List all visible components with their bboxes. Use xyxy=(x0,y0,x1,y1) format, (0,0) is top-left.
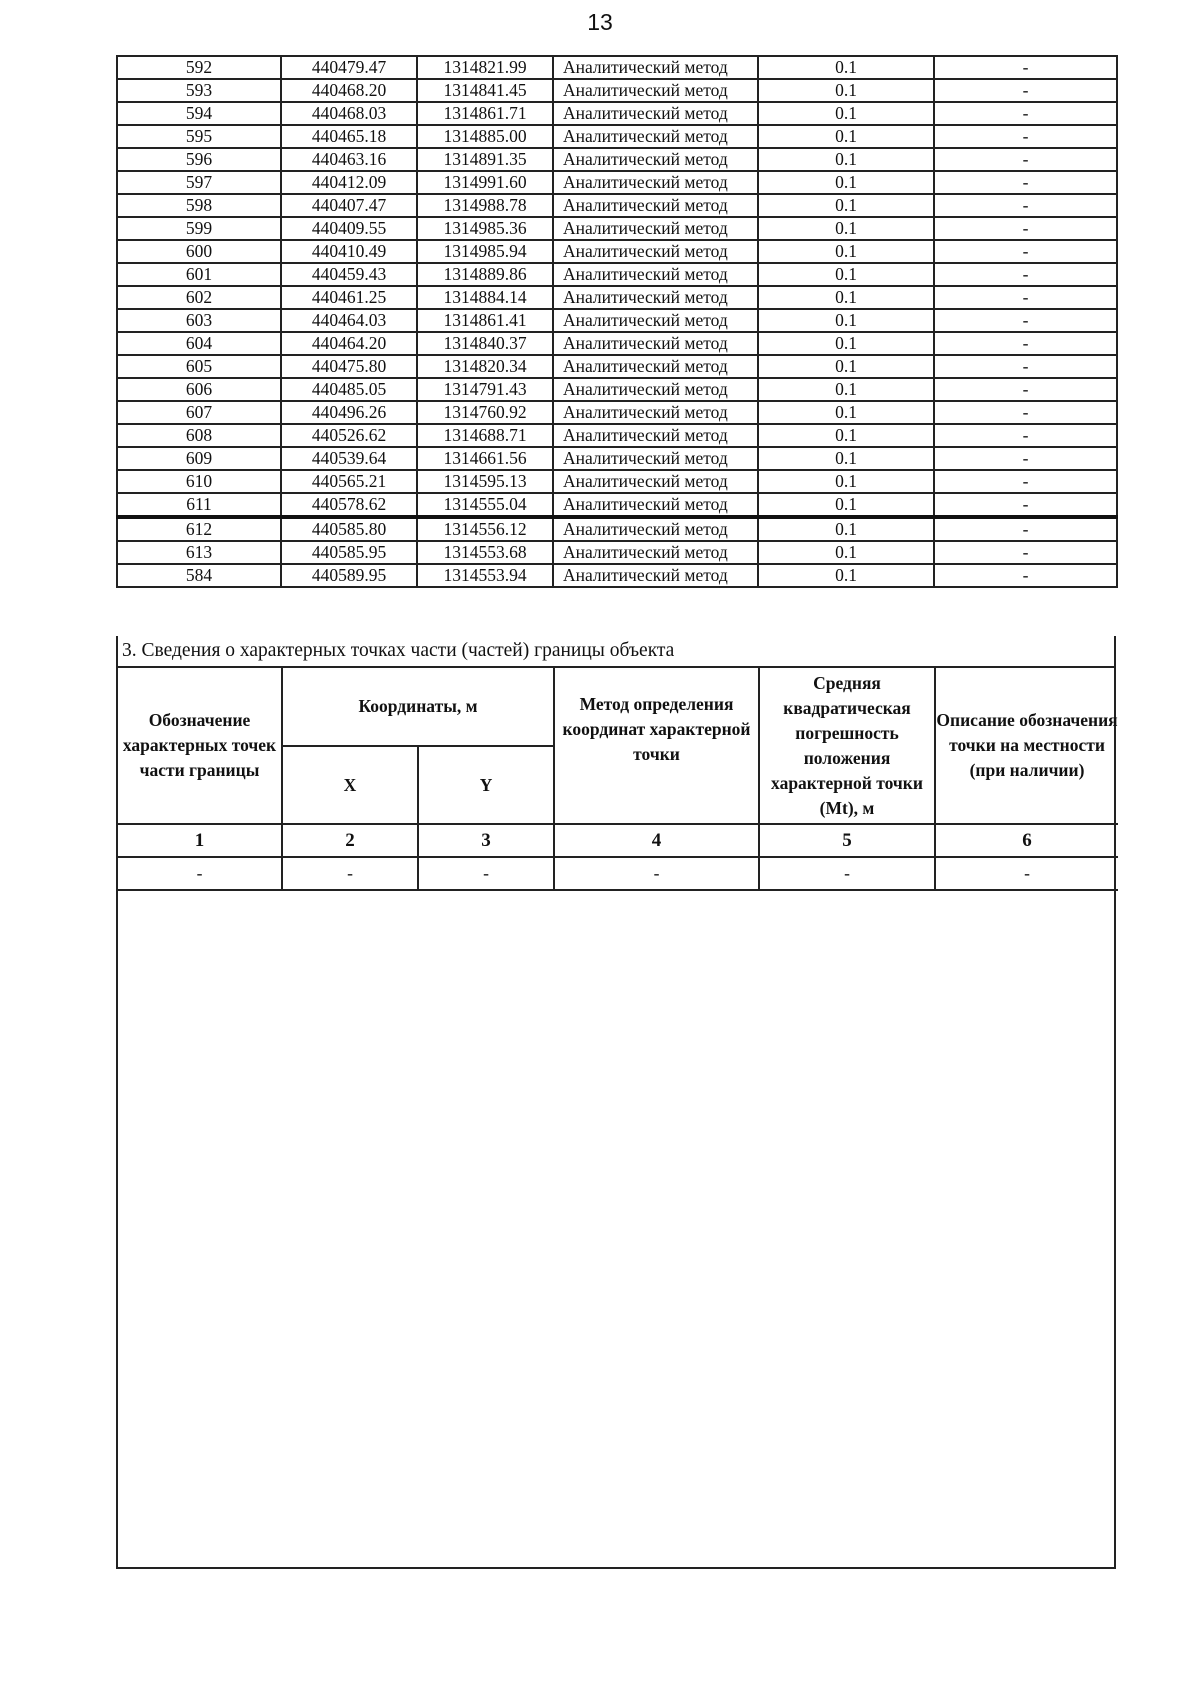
point-number-cell: 593 xyxy=(117,79,281,102)
method-cell: Аналитический метод xyxy=(553,424,758,447)
page-number: 13 xyxy=(587,9,613,35)
method-cell: Аналитический метод xyxy=(553,56,758,79)
table-row xyxy=(117,401,1117,424)
error-cell: 0.1 xyxy=(758,517,934,541)
point-number-cell: 610 xyxy=(117,470,281,493)
y-coordinate-cell: 1314760.92 xyxy=(417,401,553,424)
y-coordinate-cell: 1314985.94 xyxy=(417,240,553,263)
description-cell: - xyxy=(934,447,1117,470)
table-row xyxy=(117,171,1117,194)
table-row xyxy=(117,125,1117,148)
table-cell: - xyxy=(118,857,282,890)
table-row xyxy=(117,355,1117,378)
description-cell: - xyxy=(934,79,1117,102)
point-number-cell: 596 xyxy=(117,148,281,171)
method-cell: Аналитический метод xyxy=(553,263,758,286)
y-coordinate-cell: 1314595.13 xyxy=(417,470,553,493)
method-cell: Аналитический метод xyxy=(553,240,758,263)
point-number-cell: 598 xyxy=(117,194,281,217)
table-row xyxy=(117,309,1117,332)
method-cell: Аналитический метод xyxy=(553,309,758,332)
table-cell: - xyxy=(554,857,759,890)
method-cell: Аналитический метод xyxy=(553,171,758,194)
method-cell: Аналитический метод xyxy=(553,493,758,517)
description-cell: - xyxy=(934,355,1117,378)
description-cell: - xyxy=(934,470,1117,493)
description-cell: - xyxy=(934,286,1117,309)
method-cell: Аналитический метод xyxy=(553,564,758,587)
method-cell: Аналитический метод xyxy=(553,217,758,240)
error-cell: 0.1 xyxy=(758,79,934,102)
point-number-cell: 602 xyxy=(117,286,281,309)
y-coordinate-cell: 1314861.41 xyxy=(417,309,553,332)
header-description: Описание обозначения точки на местности (при наличии) xyxy=(935,668,1118,824)
point-number-cell: 603 xyxy=(117,309,281,332)
table-row xyxy=(117,102,1117,125)
error-cell: 0.1 xyxy=(758,541,934,564)
coordinates-table-body xyxy=(117,56,1117,587)
x-coordinate-cell: 440464.20 xyxy=(281,332,417,355)
method-cell: Аналитический метод xyxy=(553,541,758,564)
table-row xyxy=(118,857,1118,890)
point-number-cell: 604 xyxy=(117,332,281,355)
method-cell: Аналитический метод xyxy=(553,401,758,424)
point-number-cell: 594 xyxy=(117,102,281,125)
description-cell: - xyxy=(934,171,1117,194)
error-cell: 0.1 xyxy=(758,309,934,332)
x-coordinate-cell: 440463.16 xyxy=(281,148,417,171)
table-cell: - xyxy=(935,857,1118,890)
error-cell: 0.1 xyxy=(758,447,934,470)
method-cell: Аналитический метод xyxy=(553,102,758,125)
y-coordinate-cell: 1314840.37 xyxy=(417,332,553,355)
x-coordinate-cell: 440578.62 xyxy=(281,493,417,517)
table-row xyxy=(117,194,1117,217)
y-coordinate-cell: 1314821.99 xyxy=(417,56,553,79)
error-cell: 0.1 xyxy=(758,564,934,587)
x-coordinate-cell: 440479.47 xyxy=(281,56,417,79)
description-cell: - xyxy=(934,194,1117,217)
y-coordinate-cell: 1314891.35 xyxy=(417,148,553,171)
method-cell: Аналитический метод xyxy=(553,470,758,493)
method-cell: Аналитический метод xyxy=(553,286,758,309)
section-3-caption: 3. Сведения о характерных точках части (частей) границы объекта xyxy=(118,636,1114,668)
table-row xyxy=(117,56,1117,79)
x-coordinate-cell: 440461.25 xyxy=(281,286,417,309)
x-coordinate-cell: 440585.80 xyxy=(281,517,417,541)
point-number-cell: 600 xyxy=(117,240,281,263)
column-number: 3 xyxy=(418,824,554,857)
x-coordinate-cell: 440465.18 xyxy=(281,125,417,148)
table-row xyxy=(117,378,1117,401)
error-cell: 0.1 xyxy=(758,355,934,378)
x-coordinate-cell: 440526.62 xyxy=(281,424,417,447)
table-cell: - xyxy=(418,857,554,890)
description-cell: - xyxy=(934,240,1117,263)
table-cell: - xyxy=(759,857,935,890)
header-method: Метод определения координат характерной точки xyxy=(554,668,759,824)
table-row xyxy=(117,564,1117,587)
table-row xyxy=(117,332,1117,355)
description-cell: - xyxy=(934,564,1117,587)
error-cell: 0.1 xyxy=(758,125,934,148)
table-row xyxy=(117,541,1117,564)
section-3 xyxy=(116,636,1116,1569)
header-y: Y xyxy=(418,746,554,824)
y-coordinate-cell: 1314988.78 xyxy=(417,194,553,217)
column-number: 2 xyxy=(282,824,418,857)
x-coordinate-cell: 440539.64 xyxy=(281,447,417,470)
description-cell: - xyxy=(934,378,1117,401)
table-row xyxy=(117,263,1117,286)
point-number-cell: 608 xyxy=(117,424,281,447)
error-cell: 0.1 xyxy=(758,401,934,424)
column-number: 6 xyxy=(935,824,1118,857)
error-cell: 0.1 xyxy=(758,263,934,286)
table-cell: - xyxy=(282,857,418,890)
point-number-cell: 607 xyxy=(117,401,281,424)
y-coordinate-cell: 1314884.14 xyxy=(417,286,553,309)
error-cell: 0.1 xyxy=(758,286,934,309)
error-cell: 0.1 xyxy=(758,470,934,493)
x-coordinate-cell: 440468.03 xyxy=(281,102,417,125)
description-cell: - xyxy=(934,102,1117,125)
column-number: 4 xyxy=(554,824,759,857)
method-cell: Аналитический метод xyxy=(553,332,758,355)
part-boundary-points-table xyxy=(118,668,1118,891)
x-coordinate-cell: 440410.49 xyxy=(281,240,417,263)
point-number-cell: 613 xyxy=(117,541,281,564)
x-coordinate-cell: 440407.47 xyxy=(281,194,417,217)
table-row xyxy=(117,148,1117,171)
table-row xyxy=(117,447,1117,470)
x-coordinate-cell: 440485.05 xyxy=(281,378,417,401)
y-coordinate-cell: 1314841.45 xyxy=(417,79,553,102)
point-number-cell: 599 xyxy=(117,217,281,240)
error-cell: 0.1 xyxy=(758,194,934,217)
y-coordinate-cell: 1314885.00 xyxy=(417,125,553,148)
y-coordinate-cell: 1314985.36 xyxy=(417,217,553,240)
y-coordinate-cell: 1314820.34 xyxy=(417,355,553,378)
y-coordinate-cell: 1314553.94 xyxy=(417,564,553,587)
description-cell: - xyxy=(934,493,1117,517)
description-cell: - xyxy=(934,125,1117,148)
table-row xyxy=(117,424,1117,447)
x-coordinate-cell: 440585.95 xyxy=(281,541,417,564)
error-cell: 0.1 xyxy=(758,217,934,240)
description-cell: - xyxy=(934,148,1117,171)
column-numbers-row xyxy=(118,824,1118,857)
description-cell: - xyxy=(934,217,1117,240)
description-cell: - xyxy=(934,263,1117,286)
x-coordinate-cell: 440468.20 xyxy=(281,79,417,102)
error-cell: 0.1 xyxy=(758,102,934,125)
y-coordinate-cell: 1314556.12 xyxy=(417,517,553,541)
description-cell: - xyxy=(934,424,1117,447)
header-x: X xyxy=(282,746,418,824)
method-cell: Аналитический метод xyxy=(553,447,758,470)
error-cell: 0.1 xyxy=(758,240,934,263)
table-row xyxy=(117,493,1117,517)
error-cell: 0.1 xyxy=(758,378,934,401)
column-number: 5 xyxy=(759,824,935,857)
table-row xyxy=(117,79,1117,102)
x-coordinate-cell: 440589.95 xyxy=(281,564,417,587)
header-point-designation: Обозначение характерных точек части границы xyxy=(118,668,282,824)
y-coordinate-cell: 1314555.04 xyxy=(417,493,553,517)
method-cell: Аналитический метод xyxy=(553,517,758,541)
point-number-cell: 612 xyxy=(117,517,281,541)
point-number-cell: 601 xyxy=(117,263,281,286)
error-cell: 0.1 xyxy=(758,332,934,355)
y-coordinate-cell: 1314688.71 xyxy=(417,424,553,447)
coordinates-table xyxy=(116,55,1118,588)
error-cell: 0.1 xyxy=(758,171,934,194)
x-coordinate-cell: 440496.26 xyxy=(281,401,417,424)
description-cell: - xyxy=(934,309,1117,332)
description-cell: - xyxy=(934,401,1117,424)
point-number-cell: 606 xyxy=(117,378,281,401)
header-coordinates: Координаты, м xyxy=(282,668,554,746)
method-cell: Аналитический метод xyxy=(553,378,758,401)
point-number-cell: 611 xyxy=(117,493,281,517)
error-cell: 0.1 xyxy=(758,148,934,171)
table-row xyxy=(117,470,1117,493)
y-coordinate-cell: 1314991.60 xyxy=(417,171,553,194)
description-cell: - xyxy=(934,56,1117,79)
x-coordinate-cell: 440412.09 xyxy=(281,171,417,194)
x-coordinate-cell: 440409.55 xyxy=(281,217,417,240)
point-number-cell: 592 xyxy=(117,56,281,79)
table-row xyxy=(117,517,1117,541)
point-number-cell: 595 xyxy=(117,125,281,148)
description-cell: - xyxy=(934,332,1117,355)
y-coordinate-cell: 1314861.71 xyxy=(417,102,553,125)
y-coordinate-cell: 1314889.86 xyxy=(417,263,553,286)
method-cell: Аналитический метод xyxy=(553,79,758,102)
y-coordinate-cell: 1314661.56 xyxy=(417,447,553,470)
table-row xyxy=(117,240,1117,263)
error-cell: 0.1 xyxy=(758,424,934,447)
point-number-cell: 584 xyxy=(117,564,281,587)
table-row xyxy=(117,286,1117,309)
y-coordinate-cell: 1314791.43 xyxy=(417,378,553,401)
method-cell: Аналитический метод xyxy=(553,148,758,171)
point-number-cell: 605 xyxy=(117,355,281,378)
x-coordinate-cell: 440475.80 xyxy=(281,355,417,378)
method-cell: Аналитический метод xyxy=(553,125,758,148)
y-coordinate-cell: 1314553.68 xyxy=(417,541,553,564)
error-cell: 0.1 xyxy=(758,56,934,79)
error-cell: 0.1 xyxy=(758,493,934,517)
point-number-cell: 597 xyxy=(117,171,281,194)
column-number: 1 xyxy=(118,824,282,857)
method-cell: Аналитический метод xyxy=(553,194,758,217)
description-cell: - xyxy=(934,541,1117,564)
x-coordinate-cell: 440565.21 xyxy=(281,470,417,493)
table-row xyxy=(117,217,1117,240)
x-coordinate-cell: 440464.03 xyxy=(281,309,417,332)
description-cell: - xyxy=(934,517,1117,541)
x-coordinate-cell: 440459.43 xyxy=(281,263,417,286)
method-cell: Аналитический метод xyxy=(553,355,758,378)
point-number-cell: 609 xyxy=(117,447,281,470)
header-error: Средняя квадратическая погрешность положения характерной точки (Mt), м xyxy=(759,668,935,824)
